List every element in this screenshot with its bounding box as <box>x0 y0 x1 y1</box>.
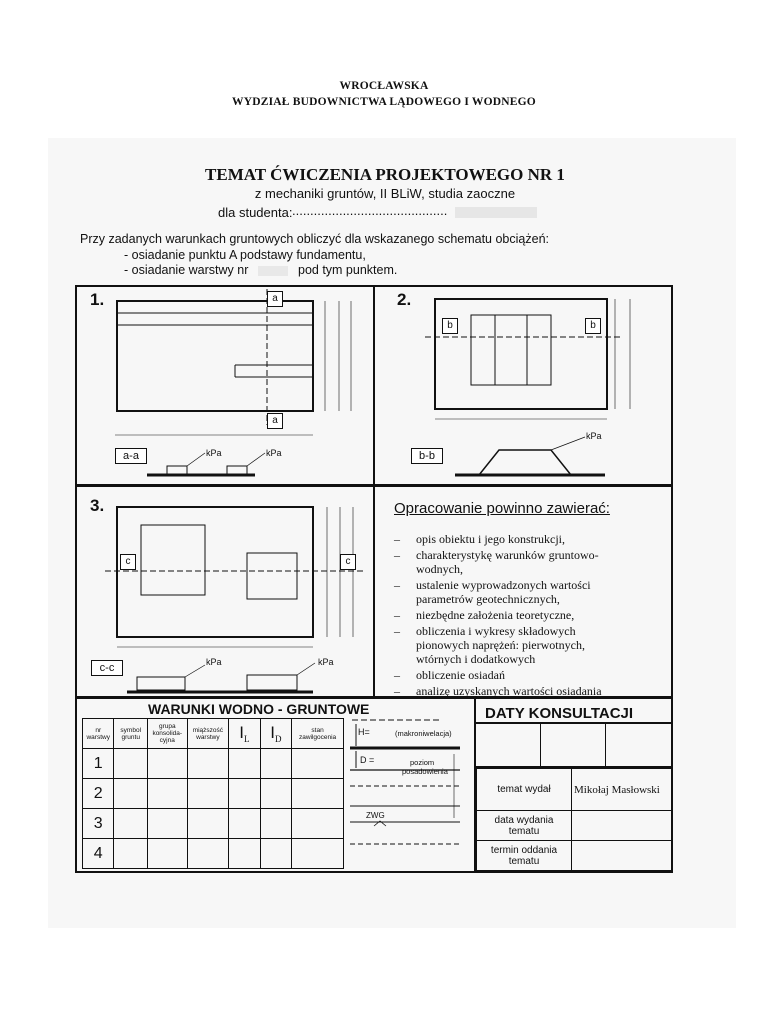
opracowanie-item <box>394 668 664 682</box>
soil-conditions-table <box>82 718 344 869</box>
col-header-grupa: grupa konsolida- cyjna <box>147 719 187 749</box>
opracowanie-heading: Opracowanie powinno zawierać: <box>394 500 610 517</box>
section-label-a-bottom: a <box>267 413 283 429</box>
instruction-bullet-1: - osiadanie punktu A podstawy fundamentu, <box>124 248 366 262</box>
col-header-il: $I_L$ <box>229 719 260 749</box>
opracowanie-item-text: opis obiektu i jego konstrukcji, <box>416 532 565 546</box>
row-number: 3 <box>83 809 114 839</box>
cell-id[interactable] <box>260 839 291 869</box>
scheme-1-number: 1. <box>90 290 105 309</box>
col-header-symbol: symbol gruntu <box>114 719 148 749</box>
opracowanie-item-text: wtórnych i dodatkowych <box>416 652 536 666</box>
cell-il[interactable] <box>229 749 260 779</box>
cell-stan[interactable] <box>292 809 344 839</box>
instruction-text: Przy zadanych warunkach gruntowych obliczyć dla wskazanego schematu obciążeń: <box>80 232 549 246</box>
d-label: D = <box>360 755 375 765</box>
cell-il[interactable] <box>229 779 260 809</box>
opracowanie-item <box>394 532 664 546</box>
cell-miazszosc[interactable] <box>187 749 229 779</box>
scheme-2-number: 2. <box>397 290 412 309</box>
cell-grupa[interactable] <box>147 749 187 779</box>
opracowanie-item-text: obliczenie osiadań <box>416 668 505 682</box>
row-number: 4 <box>83 839 114 869</box>
table-row <box>83 749 344 779</box>
section-label-b-right: b <box>585 318 601 334</box>
row-number: 2 <box>83 779 114 809</box>
opracowanie-list <box>394 532 664 698</box>
posadowienia-label: posadowienia <box>402 767 448 776</box>
university-name: WROCŁAWSKA <box>339 80 429 92</box>
opracowanie-item <box>394 548 664 576</box>
cell-symbol[interactable] <box>114 749 148 779</box>
instruction-bullet-2-end: pod tym punktem. <box>298 263 398 277</box>
data-wydania-value[interactable] <box>572 811 673 841</box>
list-dash: – <box>394 624 400 638</box>
opracowanie-item <box>394 578 664 606</box>
opracowanie-item-text: ustalenie wyprowadzonych wartości <box>416 578 591 592</box>
list-dash: – <box>394 668 400 682</box>
col-header-id: $I_D$ <box>260 719 291 749</box>
col-header-nr: nr warstwy <box>83 719 114 749</box>
student-label: dla studenta: <box>218 205 293 220</box>
daty-col-divider-2 <box>605 722 606 766</box>
opracowanie-item <box>394 624 664 666</box>
cell-symbol[interactable] <box>114 809 148 839</box>
issue-info-table <box>476 768 673 871</box>
opracowanie-item <box>394 684 664 698</box>
exercise-subtitle: z mechaniki gruntów, II BLiW, studia zaoczne <box>254 186 516 201</box>
table-row <box>83 839 344 869</box>
soil-profile-sketch <box>344 718 472 868</box>
col-header-miazszosc: miąższość warstwy <box>187 719 229 749</box>
list-dash: – <box>394 684 400 698</box>
cell-symbol[interactable] <box>114 779 148 809</box>
cell-id[interactable] <box>260 749 291 779</box>
cell-stan[interactable] <box>292 749 344 779</box>
cell-grupa[interactable] <box>147 779 187 809</box>
cell-miazszosc[interactable] <box>187 809 229 839</box>
section-label-a-top: a <box>267 291 283 307</box>
layer-number-redaction <box>258 266 288 276</box>
section-label-c-right: c <box>340 554 356 570</box>
cell-stan[interactable] <box>292 839 344 869</box>
table-row <box>83 779 344 809</box>
cell-id[interactable] <box>260 809 291 839</box>
termin-oddania-value[interactable] <box>572 841 673 871</box>
load-unit-kpa-4: kPa <box>206 657 222 667</box>
daty-heading: DATY KONSULTACJI <box>485 705 634 722</box>
h-label: H= <box>358 727 370 737</box>
opracowanie-item-text: wodnych, <box>416 562 463 576</box>
section-b-b-label: b-b <box>411 448 443 464</box>
temat-wydal-label: temat wydał <box>477 769 572 811</box>
h-note: (makroniwelacja) <box>395 729 452 738</box>
opracowanie-item-text: analizę uzyskanych wartości osiadania <box>416 684 602 698</box>
list-dash: – <box>394 608 400 622</box>
zwg-label: ZWG <box>366 811 385 820</box>
list-dash: – <box>394 532 400 546</box>
section-label-c-left: c <box>120 554 136 570</box>
instruction-bullet-2-start: - osiadanie warstwy nr <box>124 263 249 277</box>
row-number: 1 <box>83 749 114 779</box>
cell-stan[interactable] <box>292 779 344 809</box>
section-c-c-label: c-c <box>91 660 123 676</box>
temat-wydal-value: Mikołaj Masłowski <box>572 769 673 811</box>
load-unit-kpa-2: kPa <box>266 448 282 458</box>
opracowanie-item-text: pionowych naprężeń: pierwotnych, <box>416 638 585 652</box>
opracowanie-item-text: obliczenia i wykresy składowych <box>416 624 576 638</box>
section-a-a-label: a-a <box>115 448 147 464</box>
list-dash: – <box>394 548 400 562</box>
list-dash: – <box>394 578 400 592</box>
cell-il[interactable] <box>229 809 260 839</box>
exercise-title: TEMAT ĆWICZENIA PROJEKTOWEGO NR 1 <box>205 165 565 184</box>
cell-miazszosc[interactable] <box>187 779 229 809</box>
cell-grupa[interactable] <box>147 839 187 869</box>
load-unit-kpa-5: kPa <box>318 657 334 667</box>
section-label-b-left: b <box>442 318 458 334</box>
faculty-name: WYDZIAŁ BUDOWNICTWA LĄDOWEGO I WODNEGO <box>232 96 536 108</box>
scheme-3-number: 3. <box>90 496 105 515</box>
col-header-stan: stan zawilgocenia <box>292 719 344 749</box>
load-unit-kpa-1: kPa <box>206 448 222 458</box>
daty-heading-rule <box>476 722 673 724</box>
poziom-label: poziom <box>410 758 435 767</box>
opracowanie-item-text: parametrów geotechnicznych, <box>416 592 560 606</box>
daty-col-divider-1 <box>540 722 541 766</box>
cell-symbol[interactable] <box>114 839 148 869</box>
cell-grupa[interactable] <box>147 809 187 839</box>
data-wydania-label: data wydania tematu <box>477 811 572 841</box>
termin-oddania-label: termin oddania tematu <box>477 841 572 871</box>
warunki-heading: WARUNKI WODNO - GRUNTOWE <box>148 701 370 717</box>
student-name-field: ........................................... <box>292 203 448 218</box>
cell-id[interactable] <box>260 779 291 809</box>
cell-miazszosc[interactable] <box>187 839 229 869</box>
student-name-redaction <box>455 207 537 218</box>
load-unit-kpa-3: kPa <box>586 431 602 441</box>
table-row <box>83 809 344 839</box>
opracowanie-item <box>394 608 664 622</box>
opracowanie-item-text: charakterystykę warunków gruntowo- <box>416 548 599 562</box>
opracowanie-item-text: niezbędne założenia teoretyczne, <box>416 608 575 622</box>
cell-il[interactable] <box>229 839 260 869</box>
